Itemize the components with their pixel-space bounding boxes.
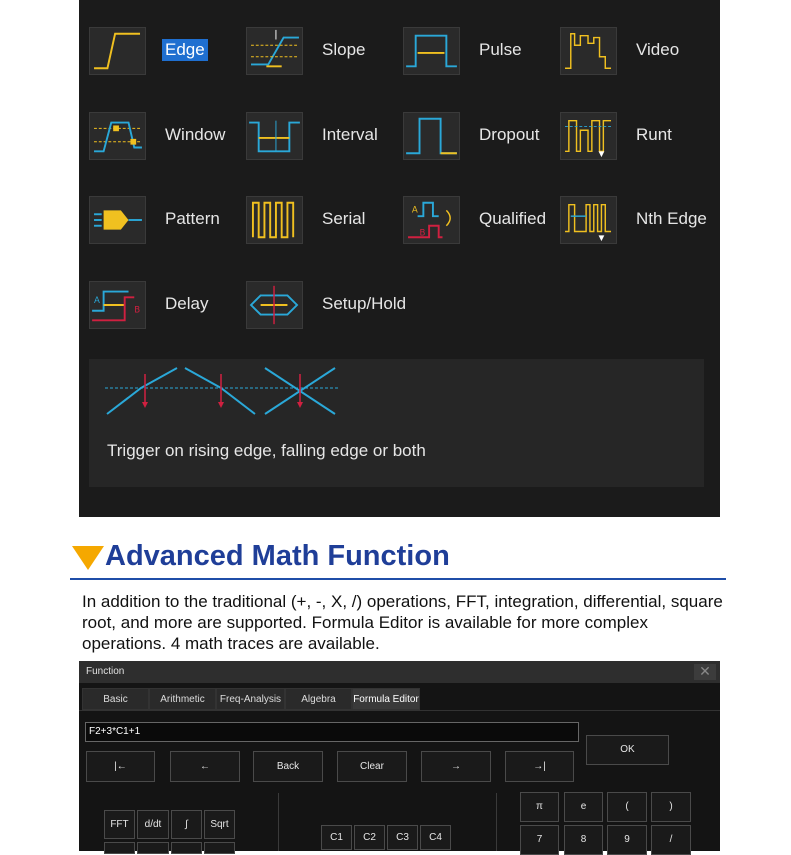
- video-trigger-icon: [560, 27, 617, 75]
- trigger-pattern-label: Pattern: [165, 209, 220, 228]
- interval-trigger-icon: [246, 112, 303, 160]
- trigger-edge-label: Edge: [162, 39, 208, 61]
- close-paren-key[interactable]: ): [651, 792, 691, 822]
- trigger-video-label: Video: [636, 40, 680, 59]
- tab-arithmetic[interactable]: Arithmetic: [149, 688, 216, 710]
- window-trigger-icon: [89, 112, 146, 160]
- derivative-key[interactable]: d/dt: [137, 810, 169, 839]
- tab-formula-editor[interactable]: Formula Editor: [352, 688, 420, 710]
- pulse-trigger-icon: [403, 27, 460, 75]
- keypad-separator: [278, 793, 279, 851]
- function-key[interactable]: [204, 842, 235, 854]
- integral-key[interactable]: ∫: [171, 810, 202, 839]
- digit-9-key[interactable]: 9: [607, 825, 647, 855]
- trigger-qualified[interactable]: [393, 196, 547, 246]
- trigger-pulse-label: Pulse: [479, 40, 522, 59]
- tab-divider: [79, 710, 720, 711]
- qualified-trigger-icon: [403, 196, 460, 244]
- function-key[interactable]: [171, 842, 202, 854]
- open-paren-key[interactable]: (: [607, 792, 647, 822]
- close-icon[interactable]: ✕: [694, 664, 716, 680]
- trigger-delay[interactable]: [79, 281, 229, 331]
- channel-c4-key[interactable]: C4: [420, 825, 451, 850]
- channel-c3-key[interactable]: C3: [387, 825, 418, 850]
- trigger-description: Trigger on rising edge, falling edge or both: [107, 441, 426, 460]
- trigger-qualified-label: Qualified: [479, 209, 547, 228]
- left-arrow-key[interactable]: ←: [170, 751, 240, 782]
- trigger-slope[interactable]: [236, 27, 386, 77]
- end-key[interactable]: →|: [505, 751, 574, 782]
- trigger-window-label: Window: [165, 125, 226, 144]
- trigger-serial[interactable]: [236, 196, 386, 246]
- trigger-pattern[interactable]: [79, 196, 229, 246]
- svg-text:B: B: [134, 305, 141, 316]
- slope-trigger-icon: [246, 27, 303, 75]
- trigger-video[interactable]: [550, 27, 700, 77]
- function-title: Function: [86, 666, 125, 677]
- right-arrow-key[interactable]: →: [421, 751, 491, 782]
- edge-trigger-icon: [89, 27, 146, 75]
- dropout-trigger-icon: [403, 112, 460, 160]
- function-dialog: [79, 661, 720, 851]
- trigger-interval-label: Interval: [322, 125, 378, 144]
- trigger-nth-edge[interactable]: [550, 196, 707, 246]
- pi-key[interactable]: π: [520, 792, 559, 822]
- trigger-pulse[interactable]: [393, 27, 543, 77]
- home-key[interactable]: |←: [86, 751, 155, 782]
- ok-button[interactable]: OK: [586, 735, 669, 765]
- divide-key[interactable]: /: [651, 825, 691, 855]
- triangle-bullet-icon: [72, 546, 104, 570]
- function-key[interactable]: [104, 842, 135, 854]
- runt-trigger-icon: [560, 112, 617, 160]
- tab-algebra[interactable]: Algebra: [285, 688, 352, 710]
- pattern-trigger-icon: [89, 196, 146, 244]
- trigger-dropout[interactable]: [393, 112, 543, 162]
- trigger-slope-label: Slope: [322, 40, 366, 59]
- svg-text:A: A: [411, 205, 418, 216]
- trigger-runt-label: Runt: [636, 125, 672, 144]
- nth-edge-trigger-icon: [560, 196, 617, 244]
- formula-input[interactable]: F2+3*C1+1: [85, 722, 579, 742]
- trigger-edge[interactable]: [79, 27, 229, 77]
- channel-c1-key[interactable]: C1: [321, 825, 352, 850]
- section-title: Advanced Math Function: [105, 540, 450, 572]
- setup-hold-trigger-icon: [246, 281, 303, 329]
- trigger-setup-hold-label: Setup/Hold: [322, 294, 407, 313]
- tab-basic[interactable]: Basic: [82, 688, 149, 710]
- section-heading: [70, 540, 726, 580]
- trigger-interval[interactable]: [236, 112, 386, 162]
- sqrt-key[interactable]: Sqrt: [204, 810, 235, 839]
- channel-c2-key[interactable]: C2: [354, 825, 385, 850]
- delay-trigger-icon: [89, 281, 146, 329]
- fft-key[interactable]: FFT: [104, 810, 135, 839]
- trigger-delay-label: Delay: [165, 294, 209, 313]
- trigger-nth-edge-label: Nth Edge: [636, 209, 707, 228]
- trigger-serial-label: Serial: [322, 209, 366, 228]
- e-key[interactable]: e: [564, 792, 603, 822]
- trigger-window[interactable]: [79, 112, 229, 162]
- clear-key[interactable]: Clear: [337, 751, 407, 782]
- edge-slope-illustration: [105, 366, 340, 418]
- back-key[interactable]: Back: [253, 751, 323, 782]
- trigger-runt[interactable]: [550, 112, 700, 162]
- trigger-dropout-label: Dropout: [479, 125, 540, 144]
- keypad-separator: [496, 793, 497, 851]
- function-titlebar: [79, 661, 720, 683]
- svg-text:B: B: [419, 228, 426, 239]
- svg-text:A: A: [94, 296, 100, 307]
- digit-7-key[interactable]: 7: [520, 825, 559, 855]
- digit-8-key[interactable]: 8: [564, 825, 603, 855]
- function-key[interactable]: [137, 842, 169, 854]
- section-paragraph: In addition to the traditional (+, -, X, /) operations, FFT, integration, differential, square root, and more are supported. Formula Editor is available for more complex operations. 4 math traces are available.: [82, 592, 723, 653]
- trigger-setup-hold[interactable]: [236, 281, 407, 331]
- serial-trigger-icon: [246, 196, 303, 244]
- tab-freq-analysis[interactable]: Freq-Analysis: [216, 688, 285, 710]
